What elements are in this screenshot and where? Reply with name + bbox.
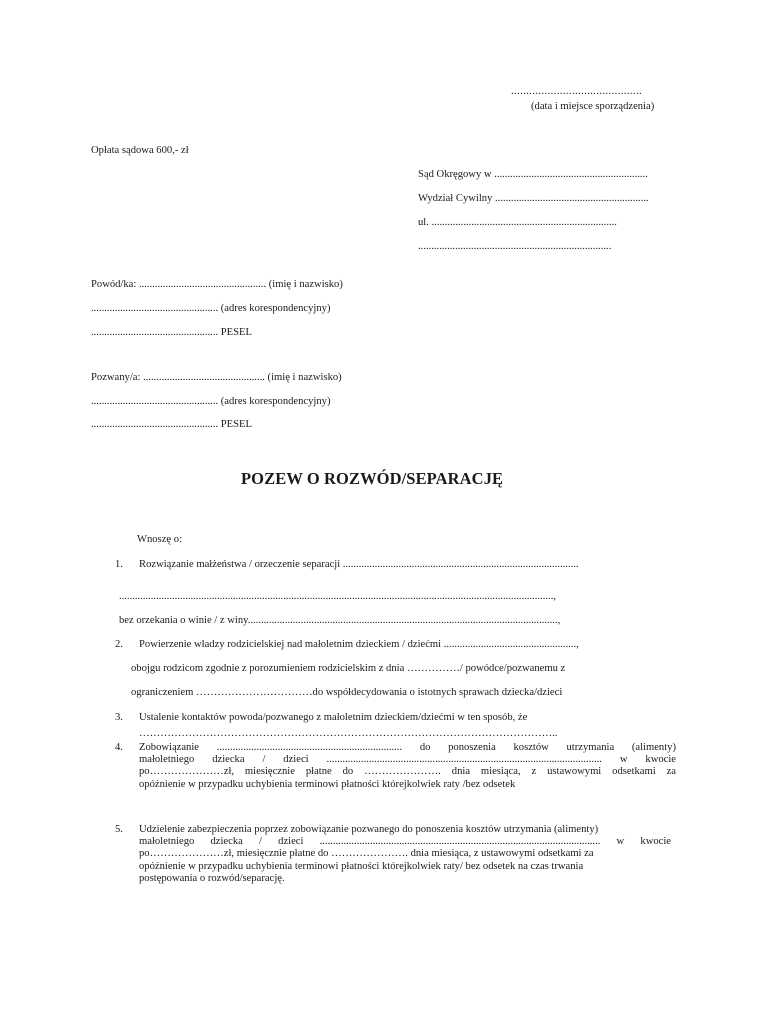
item-4-paragraph xyxy=(139,742,676,791)
item-number-3: 3. xyxy=(115,712,123,723)
plaintiff-pesel: ................................................ PESEL xyxy=(91,327,252,338)
document-title: POZEW O ROZWÓD/SEPARACJĘ xyxy=(241,469,504,488)
item-2-line-2: obojgu rodzicom zgodnie z porozumieniem rodzicielskim z dnia ……………/ powódce/pozwanemu z xyxy=(131,663,566,674)
court-line-2: Wydział Cywilny .......................................................... xyxy=(418,193,649,204)
item-4-line-3: po…………………zł, miesięcznie płatne do …………………. dnia miesiąca, z ustawowymi odsetkami za xyxy=(139,766,676,778)
item-3-line-1: Ustalenie kontaktów powoda/pozwanego z małoletnim dzieckiem/dziećmi w ten sposób, że xyxy=(139,712,528,723)
court-fee: Opłata sądowa 600,- zł xyxy=(91,145,189,156)
defendant-address: ................................................ (adres korespondencyjny) xyxy=(91,396,331,407)
item-number-4: 4. xyxy=(115,742,123,753)
date-dots: ........................................... xyxy=(511,86,643,97)
item-5-line-1: Udzielenie zabezpieczenia poprzez zobowiązanie pozwanego do ponoszenia kosztów utrzymania (alimenty) xyxy=(139,824,599,835)
item-number-2: 2. xyxy=(115,639,123,650)
defendant-pesel: ................................................ PESEL xyxy=(91,419,252,430)
item-5-line-3: po…………………zł, miesięcznie płatne do …………………. dnia miesiąca, z ustawowymi odsetkami za xyxy=(139,848,594,860)
item-1-line-1: Rozwiązanie małżeństwa / orzeczenie separacji ......................................................................................... xyxy=(139,559,579,570)
item-1-line-2: ...................................................................................................................................................................., xyxy=(119,591,556,602)
item-5-line-4: opóźnienie w przypadku uchybienia terminowi płatności którejkolwiek raty/ bez odsetek na czas trwania xyxy=(139,860,584,872)
item-4-line-1: Zobowiązanie ...................................................................... do ponoszenia kosztów utrzymania (alimenty) xyxy=(139,742,676,753)
item-4-line-4: opóźnienie w przypadku uchybienia terminowi płatności którejkolwiek raty /bez odsetek xyxy=(139,778,516,790)
item-5-line-2: małoletniego dziecka / dzieci .......................................................................................................... w kwocie xyxy=(139,836,671,848)
item-5-paragraph xyxy=(139,824,671,885)
court-line-4: ......................................................................... xyxy=(418,241,612,252)
item-4-line-2: małoletniego dziecka / dzieci ........................................................................................................ w kwocie xyxy=(139,754,676,766)
item-5-line-5: postępowania o rozwód/separację. xyxy=(139,872,285,884)
date-label: (data i miejsce sporządzenia) xyxy=(531,101,655,112)
item-number-5: 5. xyxy=(115,824,123,835)
defendant-name: Pozwany/a: .............................................. (imię i nazwisko) xyxy=(91,372,342,383)
item-3-line-2: ……………………………………………………………………………………………………….. xyxy=(139,728,558,739)
item-2-line-1: Powierzenie władzy rodzicielskiej nad małoletnim dzieckiem / dziećmi .................................................., xyxy=(139,639,579,650)
intro-text: Wnoszę o: xyxy=(137,534,183,545)
item-number-1: 1. xyxy=(115,559,123,570)
item-2-line-3: ograniczeniem ……………………………do współdecydowania o istotnych sprawach dziecka/dzieci xyxy=(131,687,563,698)
court-line-3: ul. ...................................................................... xyxy=(418,217,617,228)
plaintiff-name: Powód/ka: ................................................ (imię i nazwisko) xyxy=(91,279,343,290)
plaintiff-address: ................................................ (adres korespondencyjny) xyxy=(91,303,331,314)
court-line-1: Sąd Okręgowy w .......................................................... xyxy=(418,169,648,180)
item-1-line-3: bez orzekania o winie / z winy....................................................................................................................., xyxy=(119,615,561,626)
